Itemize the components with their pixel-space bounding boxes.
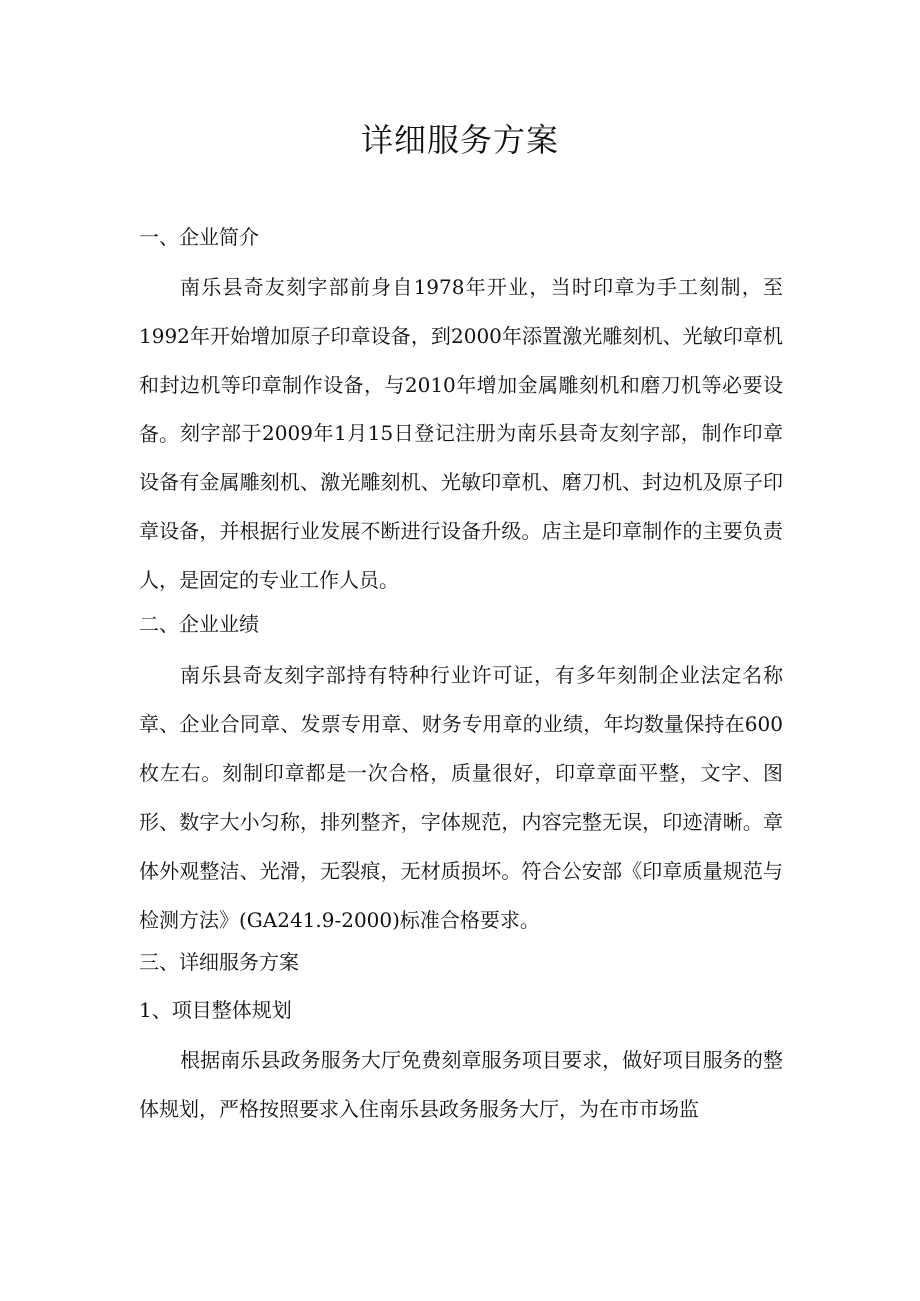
paragraph-company-registration: 刻字部于2009年1月15日登记注册为南乐县奇友刻字部，制作印章设备有金属雕刻机、激光雕刻机、光敏印章机、磨刀机、封边机及原子印章设备，并根据行业发展不断进行设备升级。店主是印章制作的主要负责人，是固定的专业工作人员。 [139,421,783,592]
section-heading-company-intro: 一、企业简介 [139,225,259,249]
section-heading-service-plan: 三、详细服务方案 [139,950,299,974]
paragraph-company-performance: 南乐县奇友刻字部持有特种行业许可证，有多年刻制企业法定名称章、企业合同章、发票专用章、财务专用章的业绩，年均数量保持在600枚左右。刻制印章都是一次合格，质量很好，印章章面平整，文字、图形、数字大小匀称，排列整齐，字体规范，内容完整无误，印迹清晰。章体外观整洁、光滑，无裂痕，无材质损坏。符合公安部《印章质量规范与检测方法》(GA241.9-2000)标准合格要求。 [139,663,783,932]
subsection-heading-overall-plan: 1、项目整体规划 [139,998,292,1022]
paragraph-overall-plan: 根据南乐县政务服务大厅免费刻章服务项目要求，做好项目服务的整体规划，严格按照要求入住南乐县政务服务大厅，为在市市场监 [139,1048,783,1121]
document-title: 详细服务方案 [360,121,559,159]
paragraph-company-history: 南乐县奇友刻字部前身自1978年开业，当时印章为手工刻制，至1992年开始增加原子印章设备，到2000年添置激光雕刻机、光敏印章机和封边机等印章制作设备，与2010年增加金属雕刻机和磨刀机等必要设备。 [139,275,783,446]
section-heading-company-performance: 二、企业业绩 [139,612,259,636]
